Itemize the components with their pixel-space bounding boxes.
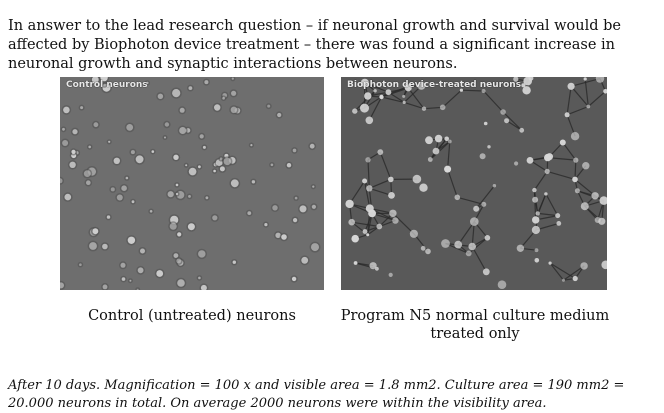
treated-neurons-micrograph	[341, 77, 607, 290]
treated-caption-line-2: treated only	[325, 325, 625, 343]
treated-neurons-image	[341, 77, 607, 290]
control-overlay-label: Control neurons	[66, 80, 148, 90]
treated-overlay-label: Biophoton device-treated neurons	[347, 80, 521, 90]
intro-paragraph: In answer to the lead research question – if neuronal growth and survival would be affected by Biophoton device treatment – there was found a significant increase in neuronal growth and synaptic interactions between neurons.	[8, 17, 658, 74]
treated-caption	[325, 307, 625, 343]
control-neurons-micrograph	[60, 77, 324, 290]
control-caption: Control (untreated) neurons	[60, 307, 324, 325]
treated-caption-line-1: Program N5 normal culture medium	[325, 307, 625, 325]
control-neurons-image	[60, 77, 324, 290]
footnote: After 10 days. Magnification = 100 x and visible area = 1.8 mm2. Culture area = 190 mm2 = 20.000 neurons in total. On average 2000 neurons were within the visibility area.	[8, 377, 658, 413]
